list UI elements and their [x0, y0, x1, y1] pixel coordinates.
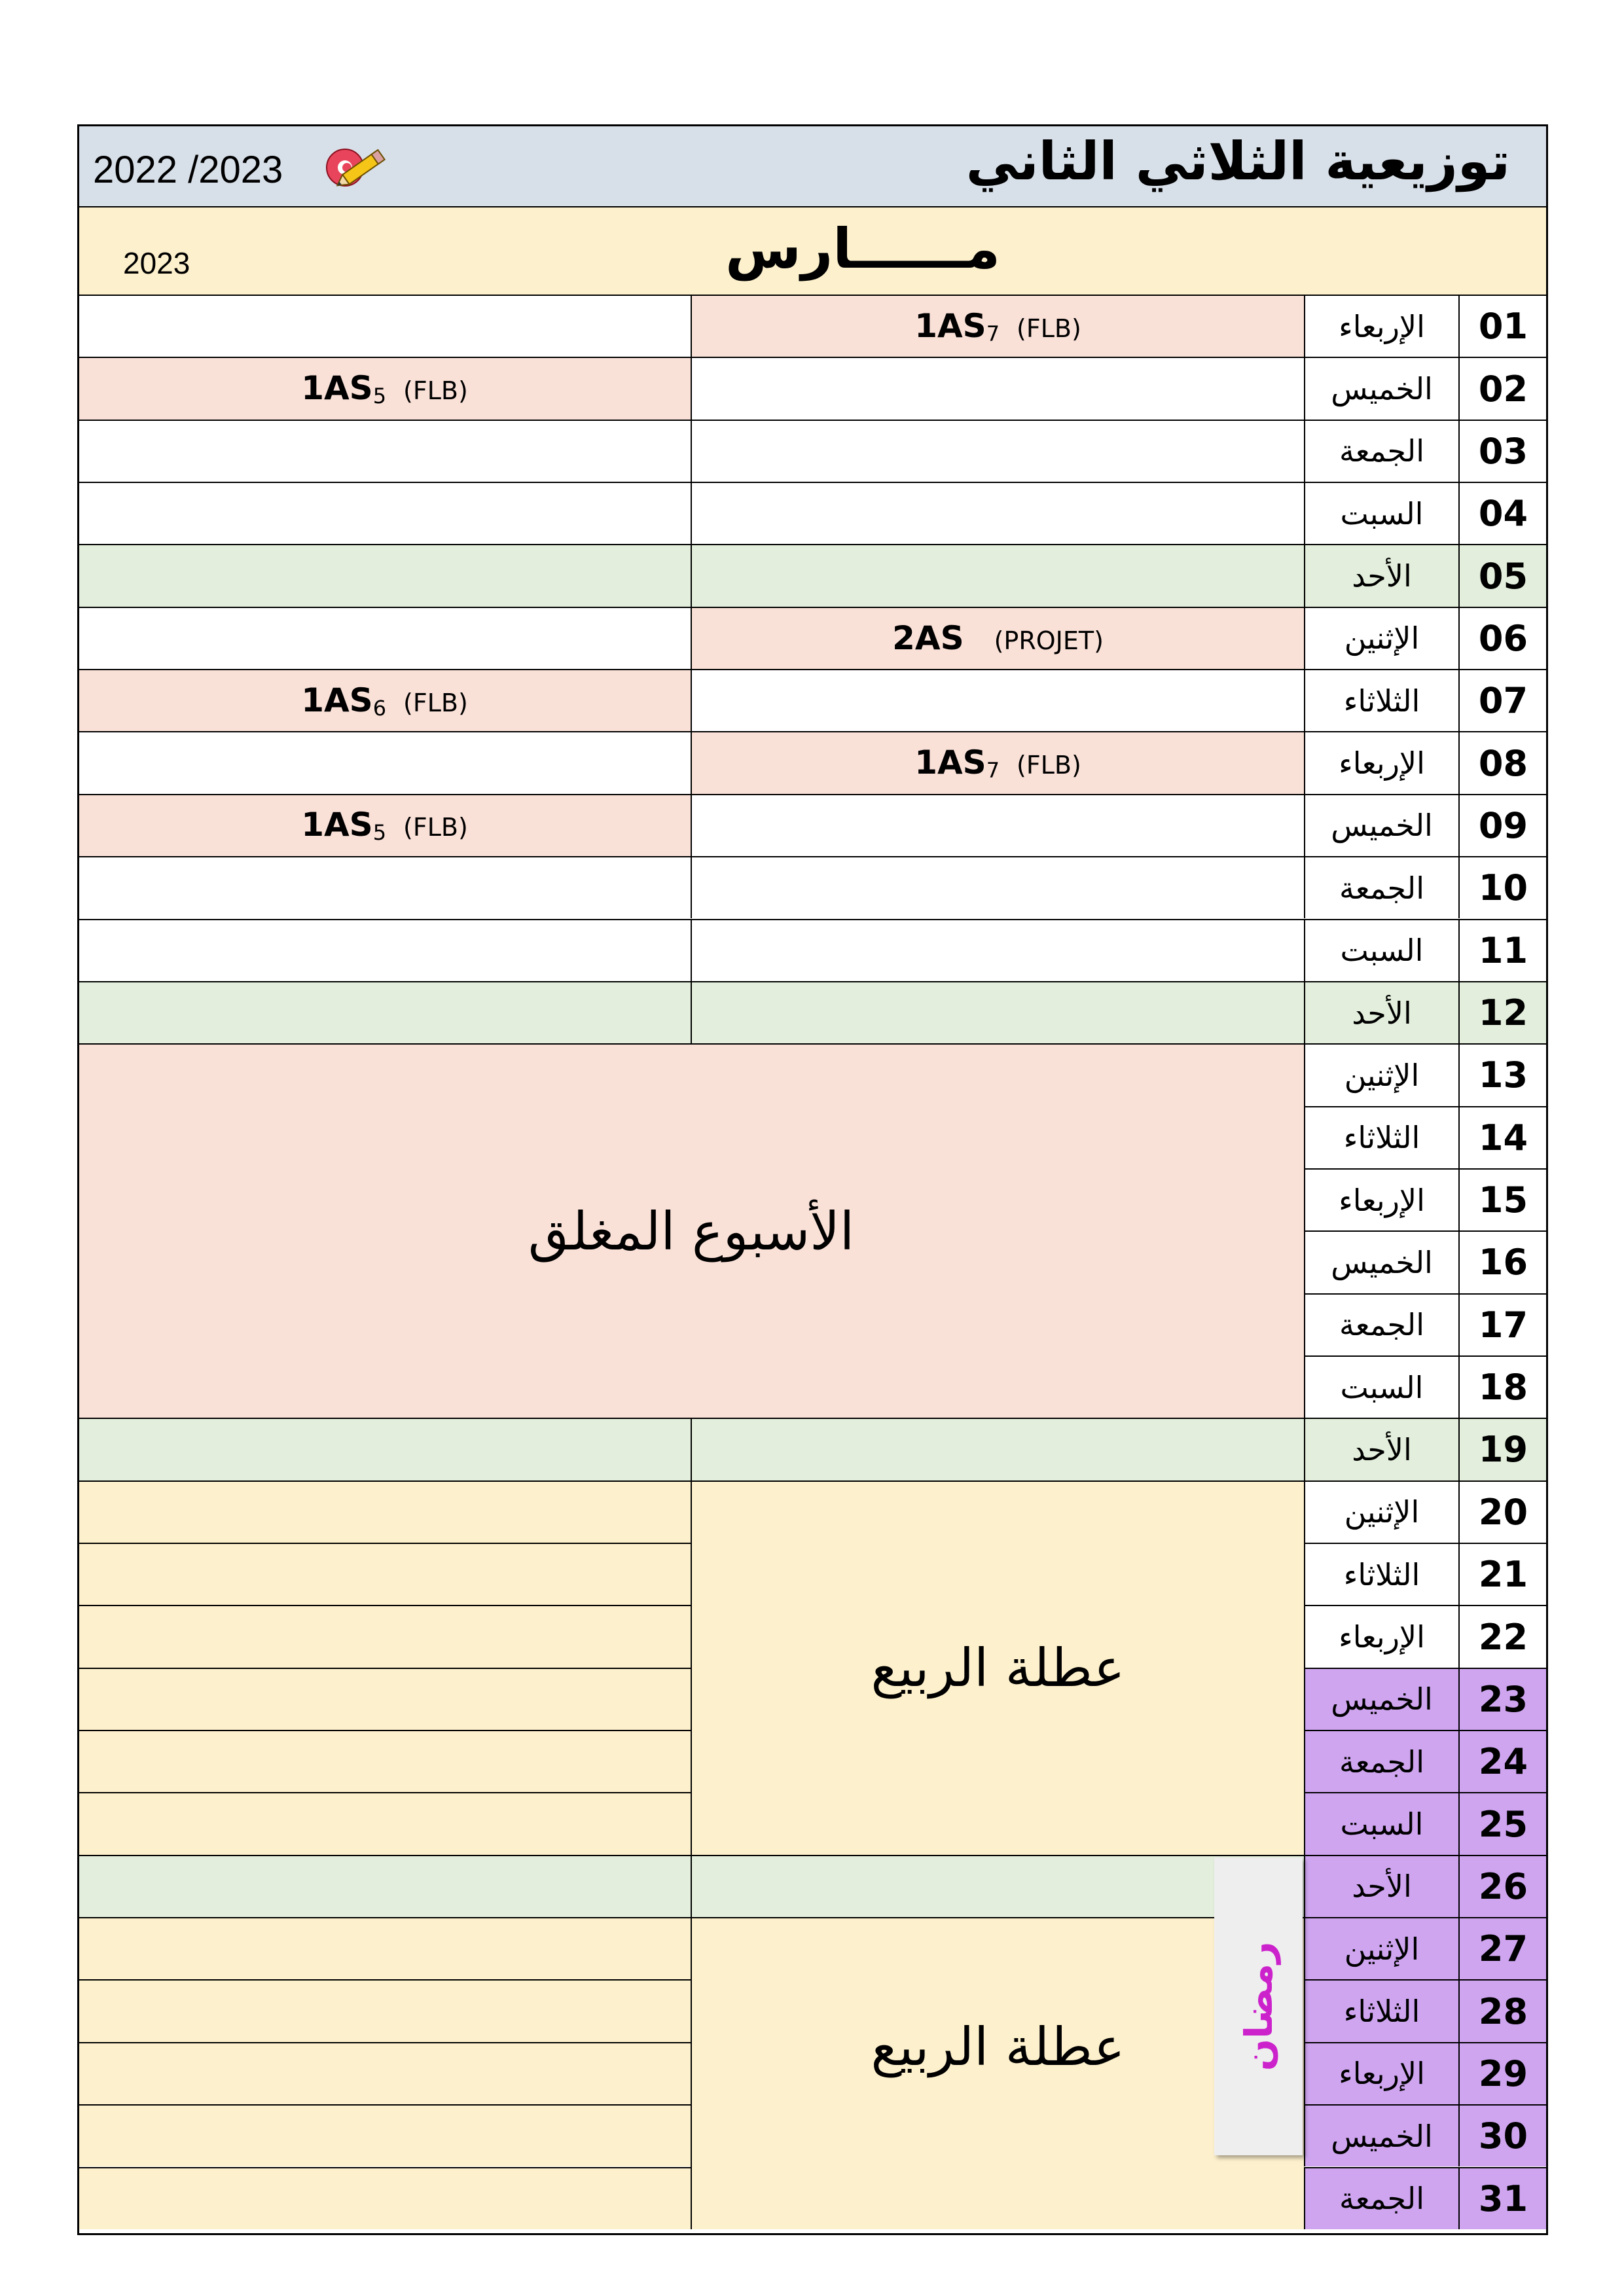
day-number: 23	[1478, 1678, 1528, 1720]
day-name-cell	[1304, 544, 1458, 606]
day-number: 13	[1478, 1054, 1528, 1096]
class-tag: (FLB)	[403, 688, 468, 717]
day-number: 21	[1478, 1554, 1528, 1596]
slot-left-cell	[79, 2042, 691, 2104]
day-name-cell	[1304, 295, 1458, 357]
class-name: 1AS	[301, 369, 373, 408]
slot-left-cell	[79, 420, 691, 482]
day-name: الأحد	[1352, 558, 1412, 594]
day-number: 12	[1478, 992, 1528, 1034]
day-number-cell	[1458, 1355, 1547, 1418]
day-number-cell	[1458, 1668, 1547, 1730]
day-number-cell	[1458, 1543, 1547, 1605]
day-name-cell	[1304, 420, 1458, 482]
closed-week-label: الأسبوع المغلق	[528, 1200, 855, 1262]
day-number: 08	[1478, 742, 1528, 784]
day-name: الثلاثاء	[1343, 1994, 1420, 2030]
slot-left-cell	[79, 856, 691, 918]
day-number: 10	[1478, 867, 1528, 909]
spring-break-label-1: عطلة الربيع	[871, 1638, 1125, 1699]
day-name-cell	[1304, 1605, 1458, 1667]
day-name: السبت	[1340, 1806, 1424, 1842]
year-range: 2022 /2023	[93, 149, 283, 191]
slot-left-cell	[79, 2104, 691, 2166]
day-number: 14	[1478, 1117, 1528, 1158]
spring-break-label-2: عطلة الربيع	[871, 2017, 1125, 2078]
day-number-cell	[1458, 731, 1547, 793]
day-number-cell	[1458, 1979, 1547, 2041]
day-name: الخميس	[1331, 808, 1433, 844]
day-name: الإربعاء	[1339, 2056, 1425, 2092]
day-number: 22	[1478, 1616, 1528, 1658]
day-number-cell	[1458, 544, 1547, 606]
class-session	[914, 744, 1081, 783]
day-number-cell	[1458, 2042, 1547, 2104]
day-name-cell	[1304, 1668, 1458, 1730]
class-tag: (FLB)	[1017, 751, 1081, 780]
slot-left-cell	[79, 1418, 691, 1480]
slot-left-cell	[79, 1543, 691, 1605]
day-name-cell	[1304, 1106, 1458, 1168]
closed-week-block	[79, 1043, 1304, 1418]
day-name: الإربعاء	[1339, 745, 1425, 781]
class-name: 1AS	[301, 806, 373, 844]
day-number-cell	[1458, 1106, 1547, 1168]
day-number-cell	[1458, 1480, 1547, 1543]
day-name-cell	[1304, 856, 1458, 918]
slot-right-cell	[691, 981, 1304, 1043]
slot-left-cell	[79, 1855, 691, 1917]
day-number: 03	[1478, 430, 1528, 472]
class-group: 5	[372, 384, 387, 409]
slot-right-cell	[691, 607, 1304, 669]
day-name-cell	[1304, 2042, 1458, 2104]
slot-left-cell	[79, 919, 691, 981]
day-name: الخميس	[1331, 371, 1433, 407]
slot-right-cell	[691, 544, 1304, 606]
day-number: 09	[1478, 804, 1528, 846]
slot-right-cell	[691, 669, 1304, 731]
class-session	[301, 369, 468, 408]
class-name: 2AS	[892, 619, 964, 658]
slot-right-cell	[691, 357, 1304, 419]
slot-left-cell	[79, 1917, 691, 1979]
slot-left-cell	[79, 1480, 691, 1543]
day-name: الإثنين	[1344, 1494, 1420, 1530]
slot-left-cell	[79, 669, 691, 731]
class-group: 5	[372, 820, 387, 846]
pencil-logo-icon	[323, 139, 395, 200]
day-name-cell	[1304, 669, 1458, 731]
day-name: الخميس	[1331, 1244, 1433, 1280]
class-name: 1AS	[914, 744, 986, 782]
day-number: 16	[1478, 1242, 1528, 1283]
day-number-cell	[1458, 1792, 1547, 1854]
page-title: توزيعية الثلاثي الثاني	[965, 131, 1510, 192]
day-name-cell	[1304, 1792, 1458, 1854]
day-name: الجمعة	[1339, 870, 1424, 906]
month-name: مــــــارس	[725, 217, 1001, 281]
class-tag: (FLB)	[1017, 314, 1081, 343]
day-name-cell	[1304, 1043, 1458, 1105]
day-name: السبت	[1340, 1369, 1424, 1405]
class-tag: (PROJET)	[994, 626, 1104, 656]
class-session	[914, 307, 1081, 346]
slot-right-cell	[691, 295, 1304, 357]
class-session	[892, 619, 1104, 657]
slot-right-cell	[691, 1418, 1304, 1480]
slot-left-cell	[79, 981, 691, 1043]
day-name-cell	[1304, 607, 1458, 669]
day-number: 29	[1478, 2053, 1528, 2094]
slot-right-cell	[691, 919, 1304, 981]
slot-left-cell	[79, 357, 691, 419]
day-number-cell	[1458, 1418, 1547, 1480]
day-name-cell	[1304, 1230, 1458, 1293]
day-name-cell	[1304, 1917, 1458, 1979]
slot-left-cell	[79, 1730, 691, 1792]
class-group: 7	[986, 758, 1000, 783]
class-name: 1AS	[914, 306, 986, 345]
day-name: الخميس	[1331, 1681, 1433, 1717]
day-number-cell	[1458, 669, 1547, 731]
day-name: الإثنين	[1344, 620, 1420, 656]
day-number: 25	[1478, 1803, 1528, 1845]
day-number: 18	[1478, 1367, 1528, 1408]
day-number-cell	[1458, 2167, 1547, 2229]
day-name-cell	[1304, 1855, 1458, 1917]
day-name-cell	[1304, 731, 1458, 793]
day-number-cell	[1458, 482, 1547, 544]
slot-right-cell	[691, 1855, 1304, 1917]
day-name-cell	[1304, 482, 1458, 544]
day-number-cell	[1458, 1168, 1547, 1230]
slot-left-cell	[79, 544, 691, 606]
slot-left-cell	[79, 295, 691, 357]
day-name: الجمعة	[1339, 433, 1424, 469]
day-name: الأحد	[1352, 995, 1412, 1031]
slot-right-cell	[691, 420, 1304, 482]
day-number: 28	[1478, 1990, 1528, 2032]
day-number-cell	[1458, 1043, 1547, 1105]
day-number: 26	[1478, 1865, 1528, 1907]
day-number-cell	[1458, 981, 1547, 1043]
day-name: السبت	[1340, 495, 1424, 531]
day-number-cell	[1458, 1605, 1547, 1667]
day-name: الجمعة	[1339, 1744, 1424, 1780]
day-name-cell	[1304, 1355, 1458, 1418]
day-number-cell	[1458, 856, 1547, 918]
day-name: الجمعة	[1339, 1307, 1424, 1343]
class-tag: (FLB)	[403, 376, 468, 406]
slot-right-cell	[691, 856, 1304, 918]
day-number: 19	[1478, 1429, 1528, 1471]
day-name: الخميس	[1331, 2118, 1433, 2154]
slot-right-cell	[691, 731, 1304, 793]
day-name-cell	[1304, 1293, 1458, 1355]
slot-left-cell	[79, 482, 691, 544]
day-number-cell	[1458, 1855, 1547, 1917]
month-year: 2023	[123, 246, 190, 280]
slot-right-cell	[691, 794, 1304, 856]
day-number-cell	[1458, 357, 1547, 419]
day-name-cell	[1304, 1543, 1458, 1605]
day-number-cell	[1458, 2104, 1547, 2166]
day-number-cell	[1458, 420, 1547, 482]
slot-left-cell	[79, 2167, 691, 2229]
day-number-cell	[1458, 919, 1547, 981]
day-name-cell	[1304, 357, 1458, 419]
day-name: الجمعة	[1339, 2181, 1424, 2217]
day-name: السبت	[1340, 933, 1424, 969]
day-number-cell	[1458, 794, 1547, 856]
day-number: 11	[1478, 929, 1528, 971]
day-name-cell	[1304, 1480, 1458, 1543]
day-name-cell	[1304, 981, 1458, 1043]
slot-left-cell	[79, 607, 691, 669]
slot-left-cell	[79, 794, 691, 856]
day-name: الأحد	[1352, 1431, 1412, 1467]
day-name-cell	[1304, 2104, 1458, 2166]
day-name-cell	[1304, 2167, 1458, 2229]
header-bar	[77, 124, 1548, 206]
day-number: 17	[1478, 1304, 1528, 1346]
day-number-cell	[1458, 1730, 1547, 1792]
slot-left-cell	[79, 1668, 691, 1730]
spring-break-block-2	[691, 1917, 1304, 2229]
day-number: 27	[1478, 1928, 1528, 1970]
day-number: 06	[1478, 617, 1528, 659]
class-group: 7	[986, 321, 1000, 346]
day-number: 20	[1478, 1491, 1528, 1533]
day-name: الإثنين	[1344, 1931, 1420, 1967]
class-name: 1AS	[301, 681, 373, 719]
month-bar	[77, 206, 1548, 295]
day-name-cell	[1304, 794, 1458, 856]
slot-left-cell	[79, 1792, 691, 1854]
day-name: الإربعاء	[1339, 308, 1425, 344]
day-name-cell	[1304, 1168, 1458, 1230]
day-name: الأحد	[1352, 1869, 1412, 1905]
day-number: 02	[1478, 368, 1528, 410]
class-session	[301, 806, 468, 845]
day-number: 24	[1478, 1741, 1528, 1783]
day-name: الإربعاء	[1339, 1619, 1425, 1655]
day-name-cell	[1304, 1730, 1458, 1792]
day-number: 07	[1478, 680, 1528, 722]
class-group: 6	[372, 695, 387, 721]
day-number: 15	[1478, 1179, 1528, 1221]
day-name-cell	[1304, 1418, 1458, 1480]
day-number-cell	[1458, 1917, 1547, 1979]
day-number-cell	[1458, 607, 1547, 669]
day-number: 31	[1478, 2178, 1528, 2219]
ramadan-label: رمضان	[1236, 1941, 1281, 2072]
day-name: الإربعاء	[1339, 1182, 1425, 1218]
class-tag: (FLB)	[403, 813, 468, 842]
slot-left-cell	[79, 731, 691, 793]
day-name: الإثنين	[1344, 1057, 1420, 1093]
day-number-cell	[1458, 1230, 1547, 1293]
ramadan-label-box	[1214, 1857, 1303, 2155]
day-name-cell	[1304, 1979, 1458, 2041]
day-name-cell	[1304, 919, 1458, 981]
day-number: 05	[1478, 555, 1528, 597]
day-name: الثلاثاء	[1343, 683, 1420, 719]
day-number-cell	[1458, 1293, 1547, 1355]
day-number: 30	[1478, 2115, 1528, 2157]
day-name: الثلاثاء	[1343, 1556, 1420, 1592]
day-name: الثلاثاء	[1343, 1120, 1420, 1156]
day-number-cell	[1458, 295, 1547, 357]
class-session	[301, 681, 468, 721]
day-number: 01	[1478, 306, 1528, 348]
slot-left-cell	[79, 1979, 691, 2041]
day-number: 04	[1478, 493, 1528, 535]
slot-left-cell	[79, 1605, 691, 1667]
slot-right-cell	[691, 482, 1304, 544]
spring-break-block-1	[691, 1480, 1304, 1855]
